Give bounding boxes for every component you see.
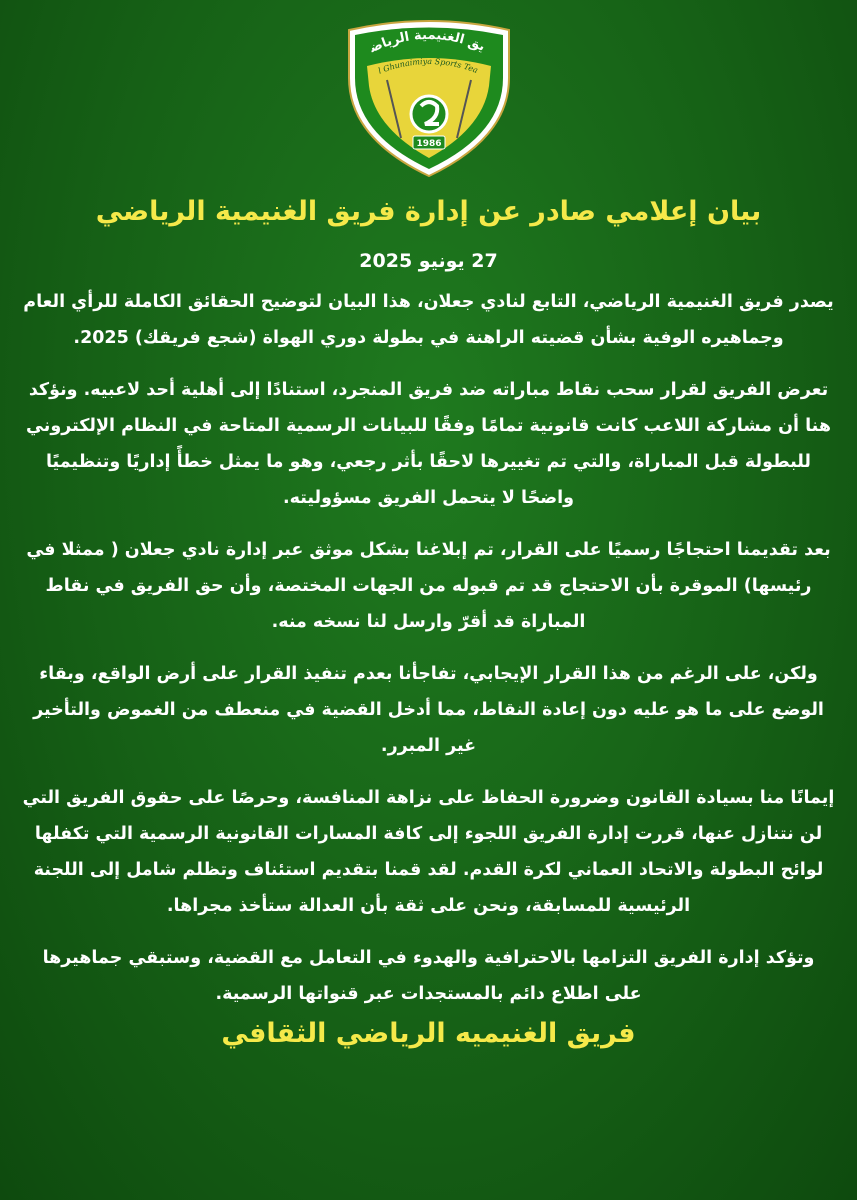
- statement-date: 27 يونيو 2025: [359, 250, 498, 272]
- team-logo: [343, 18, 515, 178]
- paragraph-3: بعد تقديمنا احتجاجًا رسميًا على القرار، تم إبلاغنا بشكل موثق عبر إدارة نادي جعلان ( ممثلا في رئيسها) الموقرة بأن الاحتجاج قد تم قبوله من الجهات المختصة، وأن حق الفريق في نقاط المباراة قد أقرّ وارسل لنا نسخه منه.: [26, 540, 831, 632]
- logo-arabic-name: يق الغنيمية الرياض: [367, 27, 488, 57]
- paragraph-2: تعرض الفريق لقرار سحب نقاط مباراته ضد فريق المنجرد، استنادًا إلى أهلية أحد لاعبيه. ونؤكد هنا أن مشاركة اللاعب كانت قانونية تمامًا وفقًا للبيانات الرسمية المتاحة في النظام الإلكتروني للبطولة قبل المباراة، والتي تم تغييرها لاحقًا بأثر رجعي، وهو ما يمثل خطأً إداريًا وتنظيميًا واضحًا لا يتحمل الفريق مسؤوليته.: [26, 380, 831, 508]
- statement-title: بيان إعلامي صادر عن إدارة فريق الغنيمية الرياضي: [95, 196, 762, 227]
- statement-body: [22, 284, 835, 1028]
- paragraph-1: يصدر فريق الغنيمية الرياضي، التابع لنادي جعلان، هذا البيان لتوضيح الحقائق الكاملة للرأي العام وجماهيره الوفية بشأن قضيته الراهنة في بطولة دوري الهواة (شجع فريقك) 2025.: [23, 292, 834, 348]
- signature: فريق الغنيميه الرياضي الثقافي: [221, 1018, 636, 1049]
- paragraph-5: إيمانًا منا بسيادة القانون وضرورة الحفاظ على نزاهة المنافسة، وحرصًا على حقوق الفريق التي لن نتنازل عنها، قررت إدارة الفريق اللجوء إلى كافة المسارات القانونية الرسمية التي تكفلها لوائح البطولة والاتحاد العماني لكرة القدم. لقد قمنا بتقديم استئناف وتظلم شامل إلى اللجنة الرئيسية للمسابقة، ونحن على ثقة بأن العدالة ستأخذ مجراها.: [22, 788, 835, 916]
- paragraph-4: ولكن، على الرغم من هذا القرار الإيجابي، تفاجأنا بعدم تنفيذ القرار على أرض الواقع، وبقاء الوضع على ما هو عليه دون إعادة النقاط، مما أدخل القضية في منعطف من الغموض والتأخير غير المبرر.: [33, 664, 824, 756]
- logo-latin-name: l Ghunaimiya Sports Tea: [376, 56, 480, 76]
- paragraph-6: وتؤكد إدارة الفريق التزامها بالاحترافية والهدوء في التعامل مع القضية، وستبقي جماهيرها على اطلاع دائم بالمستجدات عبر قنواتها الرسمية.: [42, 948, 815, 1004]
- logo-year: 1986: [416, 139, 442, 149]
- team-crest-icon: [343, 18, 515, 178]
